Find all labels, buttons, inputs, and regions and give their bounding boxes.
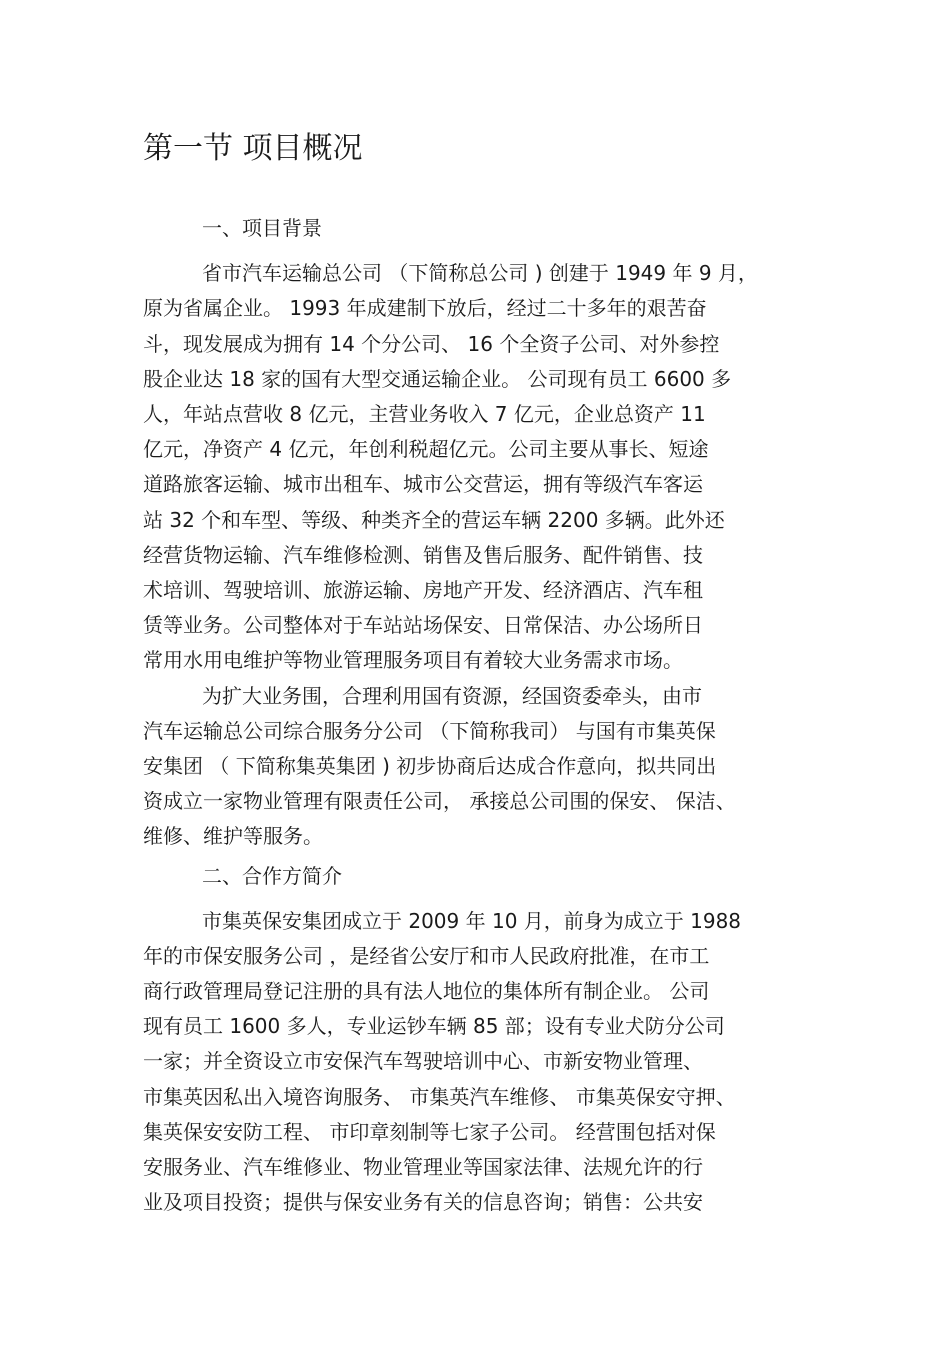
text-line: 道路旅客运输、城市出租车、城市公交营运，拥有等级汽车客运 (143, 472, 703, 496)
text-line: 股企业达 18 家的国有大型交通运输企业。 公司现有员工 6600 多 (143, 367, 732, 391)
text-line: 业及项目投资；提供与保安业务有关的信息咨询；销售：公共安 (143, 1190, 703, 1214)
heading-project-background: 一、项目背景 (202, 216, 322, 240)
text-line: 商行政管理局登记注册的具有法人地位的集体所有制企业。 公司 (143, 979, 710, 1003)
text-line: 为扩大业务围，合理利用国有资源，经国资委牵头，由市 (202, 684, 702, 708)
text-line: 汽车运输总公司综合服务分公司 （下简称我司） 与国有市集英保 (143, 719, 716, 743)
text-line: 集英保安安防工程、 市印章刻制等七家子公司。 经营围包括对保 (143, 1120, 716, 1144)
text-line: 站 32 个和车型、等级、种类齐全的营运车辆 2200 多辆。此外还 (143, 508, 725, 532)
text-line: 资成立一家物业管理有限责任公司， 承接总公司围的保安、 保洁、 (143, 789, 736, 813)
heading-partner-intro: 二、合作方简介 (202, 864, 342, 888)
text-line: 维修、维护等服务。 (143, 824, 323, 848)
text-line: 现有员工 1600 多人，专业运钞车辆 85 部；设有专业犬防分公司 (143, 1014, 725, 1038)
text-line: 亿元，净资产 4 亿元，年创利税超亿元。公司主要从事长、短途 (143, 437, 709, 461)
text-line: 经营货物运输、汽车维修检测、销售及售后服务、配件销售、技 (143, 543, 703, 567)
text-line: 安集团 （ 下简称集英集团 ) 初步协商后达成合作意向，拟共同出 (143, 754, 717, 778)
text-line: 常用水用电维护等物业管理服务项目有着较大业务需求市场。 (143, 648, 683, 672)
text-line: 市集英保安集团成立于 2009 年 10 月，前身为成立于 1988 (202, 909, 742, 933)
text-line: 斗，现发展成为拥有 14 个分公司、 16 个全资子公司、对外参控 (143, 332, 720, 356)
text-line: 省市汽车运输总公司 （下简称总公司 ) 创建于 1949 年 9 月， (202, 261, 758, 285)
text-line: 人，年站点营收 8 亿元，主营业务收入 7 亿元，企业总资产 11 (143, 402, 706, 426)
text-line: 原为省属企业。 1993 年成建制下放后，经过二十多年的艰苦奋 (143, 296, 707, 320)
text-line: 一家；并全资设立市安保汽车驾驶培训中心、市新安物业管理、 (143, 1049, 703, 1073)
text-line: 赁等业务。公司整体对于车站站场保安、日常保洁、办公场所日 (143, 613, 703, 637)
section-title: 第一节 项目概况 (143, 131, 363, 166)
text-line: 年的市保安服务公司 ，是经省公安厅和市人民政府批准，在市工 (143, 944, 710, 968)
text-line: 安服务业、汽车维修业、物业管理业等国家法律、法规允许的行 (143, 1155, 703, 1179)
text-line: 市集英因私出入境咨询服务、 市集英汽车维修、 市集英保安守押、 (143, 1085, 736, 1109)
text-line: 术培训、驾驶培训、旅游运输、房地产开发、经济酒店、汽车租 (143, 578, 703, 602)
